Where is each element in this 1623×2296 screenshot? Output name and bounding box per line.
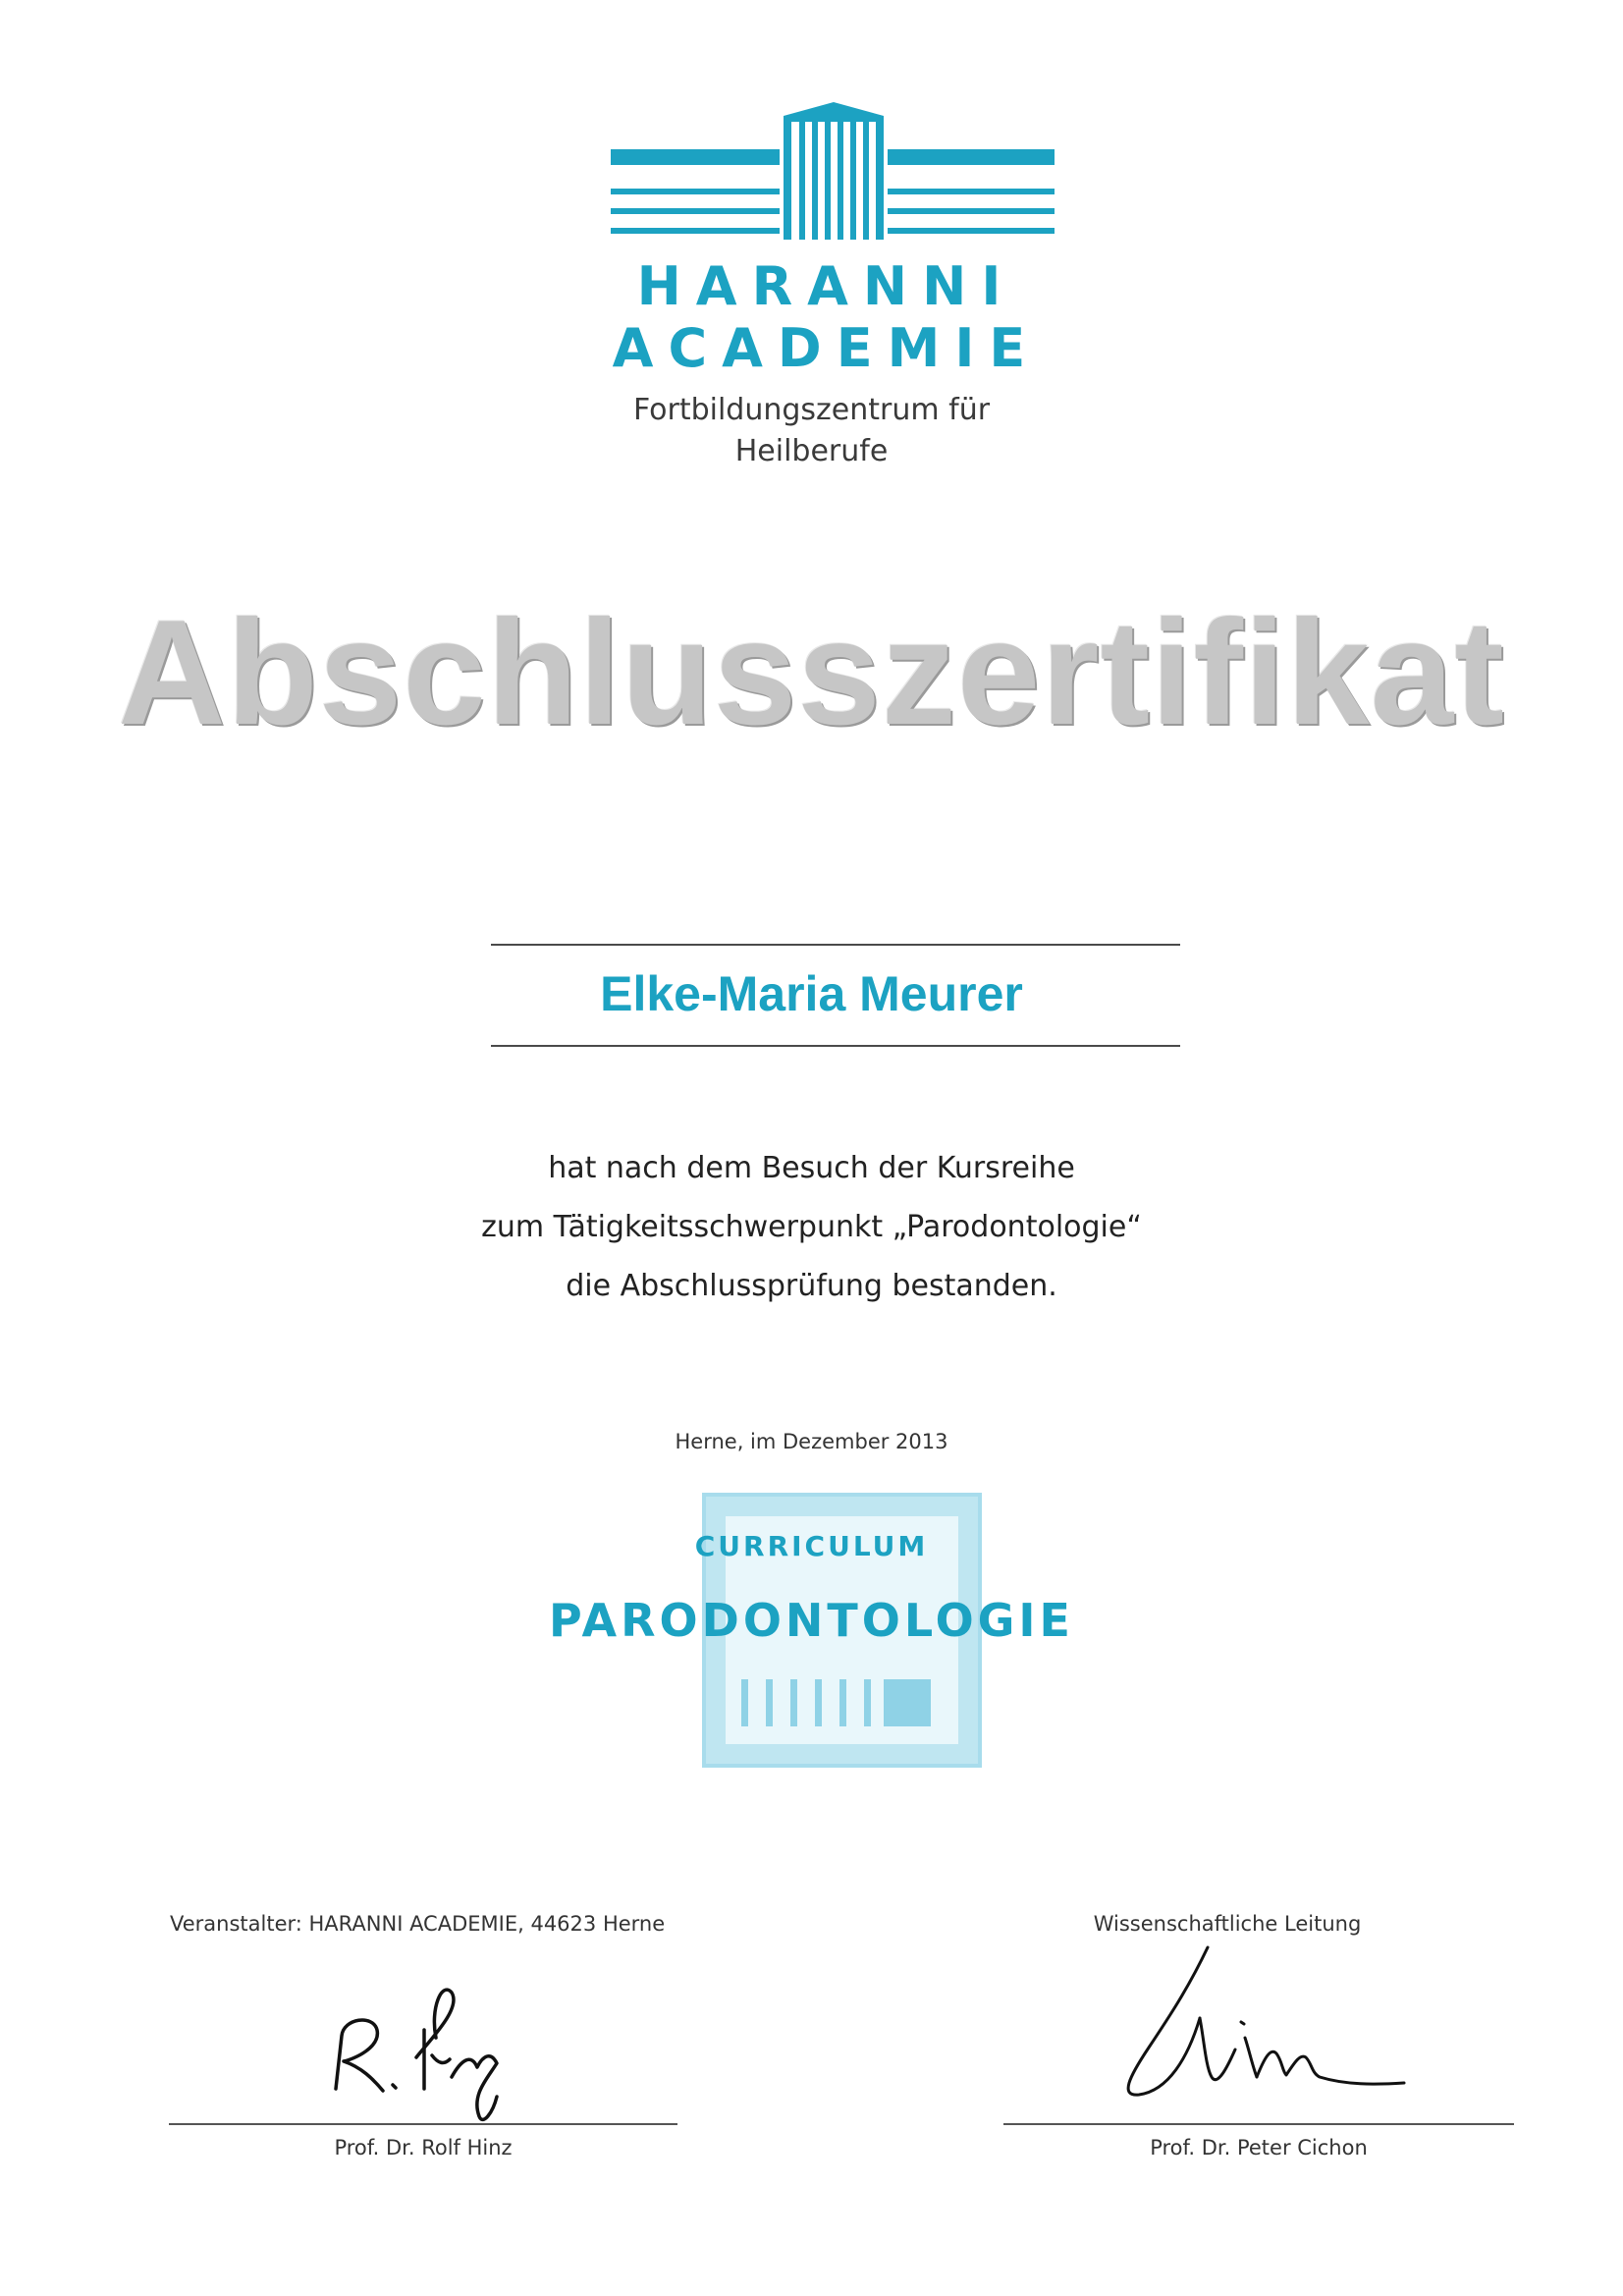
body-line-3: die Abschlussprüfung bestanden.: [566, 1269, 1057, 1303]
signer-right-name: Prof. Dr. Peter Cichon: [1150, 2136, 1368, 2159]
place-date: Herne, im Dezember 2013: [675, 1430, 948, 1453]
logo-name-line1: HARANNI: [636, 255, 1016, 317]
logo-name-line2: ACADEMIE: [612, 317, 1041, 379]
organizer-label: Veranstalter: HARANNI ACADEMIE, 44623 Herne: [170, 1912, 666, 1936]
signature-rule-left: [169, 2123, 677, 2125]
signature-left-icon: [314, 1969, 530, 2136]
scientific-lead-label: Wissenschaftliche Leitung: [1093, 1912, 1362, 1936]
recipient-name: Elke-Maria Meurer: [600, 966, 1023, 1021]
signature-right-icon: [1109, 1940, 1424, 2116]
name-rule-top: [491, 944, 1180, 946]
logo-subtitle-line2: Heilberufe: [734, 434, 889, 468]
body-line-1: hat nach dem Besuch der Kursreihe: [548, 1151, 1075, 1185]
logo-subtitle-line1: Fortbildungszentrum für: [632, 393, 991, 427]
badge-curriculum-label: CURRICULUM: [694, 1530, 929, 1562]
signature-rule-right: [1003, 2123, 1514, 2125]
badge-parodontologie-label: PARODONTOLOGIE: [549, 1594, 1074, 1647]
building-columns-logo-icon: [611, 102, 1055, 240]
signer-left-name: Prof. Dr. Rolf Hinz: [334, 2136, 513, 2159]
name-rule-bottom: [491, 1045, 1180, 1047]
bars-square-icon: [741, 1675, 947, 1730]
body-line-2: zum Tätigkeitsschwerpunkt „Parodontologie“: [481, 1210, 1142, 1244]
certificate-title: Abschlusszertifikat: [118, 589, 1505, 756]
